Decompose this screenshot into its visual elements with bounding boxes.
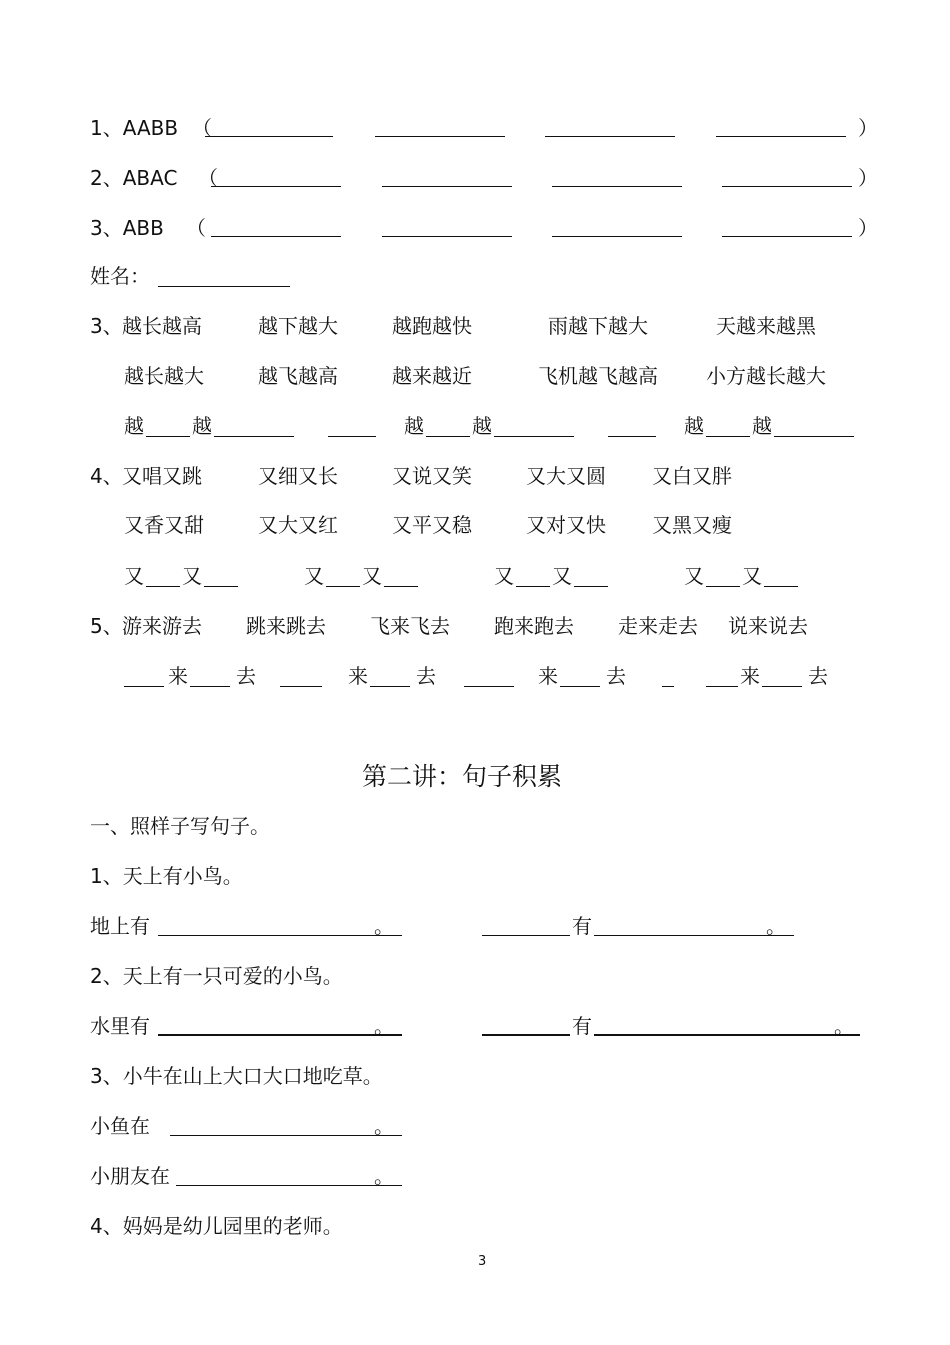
- yue-word: 越来越近: [392, 364, 472, 388]
- yue-blank[interactable]: [774, 436, 854, 437]
- yue-word: 越飞越高: [258, 364, 338, 388]
- qu-char: 去: [236, 664, 256, 688]
- you-word: 又香又甜: [124, 513, 204, 537]
- abb-blank-4[interactable]: [722, 236, 852, 237]
- yue-word: 越长越高: [122, 314, 202, 338]
- you-blank[interactable]: [384, 586, 418, 587]
- yue-char: 越: [192, 414, 212, 438]
- lai-word: 飞来飞去: [370, 614, 450, 638]
- example-2: 2、天上有一只可爱的小鸟。: [90, 964, 343, 988]
- you-char: 又: [182, 564, 202, 588]
- answer-3b-prefix: 小朋友在: [90, 1164, 170, 1188]
- answer-1b-subject-blank[interactable]: [482, 935, 570, 936]
- you-word: 有: [572, 914, 592, 938]
- lai-blank[interactable]: [706, 686, 738, 687]
- answer-1-blank[interactable]: [158, 935, 402, 936]
- abb-rparen: ）: [858, 216, 878, 240]
- lai-char: 来: [538, 664, 558, 688]
- section-heading: 一、照样子写句子。: [90, 814, 270, 838]
- you-word: 又细又长: [258, 464, 338, 488]
- answer-1b-object-blank[interactable]: [594, 935, 794, 936]
- aabb-label: 1、AABB: [90, 116, 179, 140]
- you-char: 又: [304, 564, 324, 588]
- lai-char: 来: [740, 664, 760, 688]
- you-blank[interactable]: [574, 586, 608, 587]
- lai-number: 5、: [90, 614, 123, 638]
- lai-word: 走来走去: [618, 614, 698, 638]
- yue-char: 越: [124, 414, 144, 438]
- you-blank[interactable]: [204, 586, 238, 587]
- you-word: 又说又笑: [392, 464, 472, 488]
- you-word: 又白又胖: [652, 464, 732, 488]
- you-word: 又平又稳: [392, 513, 472, 537]
- you-char: 又: [494, 564, 514, 588]
- answer-2-blank[interactable]: [158, 1034, 402, 1036]
- yue-word: 雨越下越大: [548, 314, 648, 338]
- abac-blank-2[interactable]: [382, 186, 512, 187]
- you-word: 有: [572, 1014, 592, 1038]
- qu-char: 去: [606, 664, 626, 688]
- abb-label: 3、ABB: [90, 216, 164, 240]
- aabb-blank-1[interactable]: [205, 136, 333, 137]
- answer-3a-prefix: 小鱼在: [90, 1114, 150, 1138]
- yue-char: 越: [684, 414, 704, 438]
- aabb-lparen: （: [192, 116, 212, 140]
- lai-blank[interactable]: [662, 686, 674, 687]
- you-word: 又对又快: [526, 513, 606, 537]
- lai-blank[interactable]: [464, 686, 514, 687]
- yue-word: 天越来越黑: [716, 314, 816, 338]
- lai-word: 跑来跑去: [494, 614, 574, 638]
- answer-2b-object-blank[interactable]: [594, 1034, 860, 1036]
- answer-1-prefix: 地上有: [90, 914, 150, 938]
- qu-char: 去: [808, 664, 828, 688]
- you-char: 又: [742, 564, 762, 588]
- qu-char: 去: [416, 664, 436, 688]
- example-1: 1、天上有小鸟。: [90, 864, 243, 888]
- aabb-rparen: ）: [858, 116, 878, 140]
- name-field[interactable]: [158, 286, 290, 287]
- yue-blank[interactable]: [146, 436, 190, 437]
- abac-blank-4[interactable]: [722, 186, 852, 187]
- yue-blank[interactable]: [706, 436, 750, 437]
- lai-blank[interactable]: [190, 686, 230, 687]
- lai-blank[interactable]: [124, 686, 164, 687]
- you-blank[interactable]: [146, 586, 180, 587]
- you-number: 4、: [90, 464, 123, 488]
- abb-blank-2[interactable]: [382, 236, 512, 237]
- you-char: 又: [362, 564, 382, 588]
- you-word: 又唱又跳: [122, 464, 202, 488]
- yue-word: 小方越长越大: [706, 364, 826, 388]
- period: 。: [834, 1014, 854, 1038]
- page-number: 3: [478, 1254, 487, 1269]
- lai-word: 游来游去: [122, 614, 202, 638]
- abac-label: 2、ABAC: [90, 166, 178, 190]
- yue-word: 越跑越快: [392, 314, 472, 338]
- answer-2-prefix: 水里有: [90, 1014, 150, 1038]
- period: 。: [766, 914, 786, 938]
- yue-number: 3、: [90, 314, 123, 338]
- yue-word: 越长越大: [124, 364, 204, 388]
- lai-word: 跳来跳去: [246, 614, 326, 638]
- you-blank[interactable]: [706, 586, 740, 587]
- aabb-blank-2[interactable]: [375, 136, 505, 137]
- you-char: 又: [552, 564, 572, 588]
- abac-rparen: ）: [858, 166, 878, 190]
- abac-blank-1[interactable]: [211, 186, 341, 187]
- abac-lparen: （: [198, 166, 218, 190]
- lai-blank[interactable]: [762, 686, 802, 687]
- period: 。: [374, 914, 394, 938]
- yue-char: 越: [472, 414, 492, 438]
- you-char: 又: [124, 564, 144, 588]
- yue-char: 越: [404, 414, 424, 438]
- yue-blank[interactable]: [214, 436, 294, 437]
- answer-2b-subject-blank[interactable]: [482, 1034, 570, 1036]
- lai-char: 来: [348, 664, 368, 688]
- example-4: 4、妈妈是幼儿园里的老师。: [90, 1214, 343, 1238]
- period: 。: [374, 1164, 394, 1188]
- abb-lparen: （: [186, 216, 206, 240]
- yue-word: 飞机越飞越高: [538, 364, 658, 388]
- aabb-blank-4[interactable]: [716, 136, 846, 137]
- period: 。: [374, 1114, 394, 1138]
- you-word: 又大又圆: [526, 464, 606, 488]
- you-word: 又大又红: [258, 513, 338, 537]
- yue-blank[interactable]: [328, 436, 376, 437]
- you-blank[interactable]: [326, 586, 360, 587]
- name-label: 姓名：: [90, 264, 150, 288]
- abac-blank-3[interactable]: [552, 186, 682, 187]
- lai-char: 来: [168, 664, 188, 688]
- you-word: 又黑又瘦: [652, 513, 732, 537]
- lai-word: 说来说去: [728, 614, 808, 638]
- section-title: 第二讲：句子积累: [362, 762, 563, 791]
- you-blank[interactable]: [516, 586, 550, 587]
- lai-blank[interactable]: [370, 686, 410, 687]
- you-blank[interactable]: [764, 586, 798, 587]
- yue-word: 越下越大: [258, 314, 338, 338]
- abb-blank-3[interactable]: [552, 236, 682, 237]
- aabb-blank-3[interactable]: [545, 136, 675, 137]
- example-3: 3、小牛在山上大口大口地吃草。: [90, 1064, 383, 1088]
- yue-blank[interactable]: [494, 436, 574, 437]
- answer-3b-blank[interactable]: [176, 1185, 402, 1186]
- yue-blank[interactable]: [426, 436, 470, 437]
- you-char: 又: [684, 564, 704, 588]
- period: 。: [374, 1014, 394, 1038]
- lai-blank[interactable]: [560, 686, 600, 687]
- yue-blank[interactable]: [608, 436, 656, 437]
- lai-blank[interactable]: [280, 686, 322, 687]
- yue-char: 越: [752, 414, 772, 438]
- abb-blank-1[interactable]: [211, 236, 341, 237]
- answer-3a-blank[interactable]: [170, 1135, 402, 1136]
